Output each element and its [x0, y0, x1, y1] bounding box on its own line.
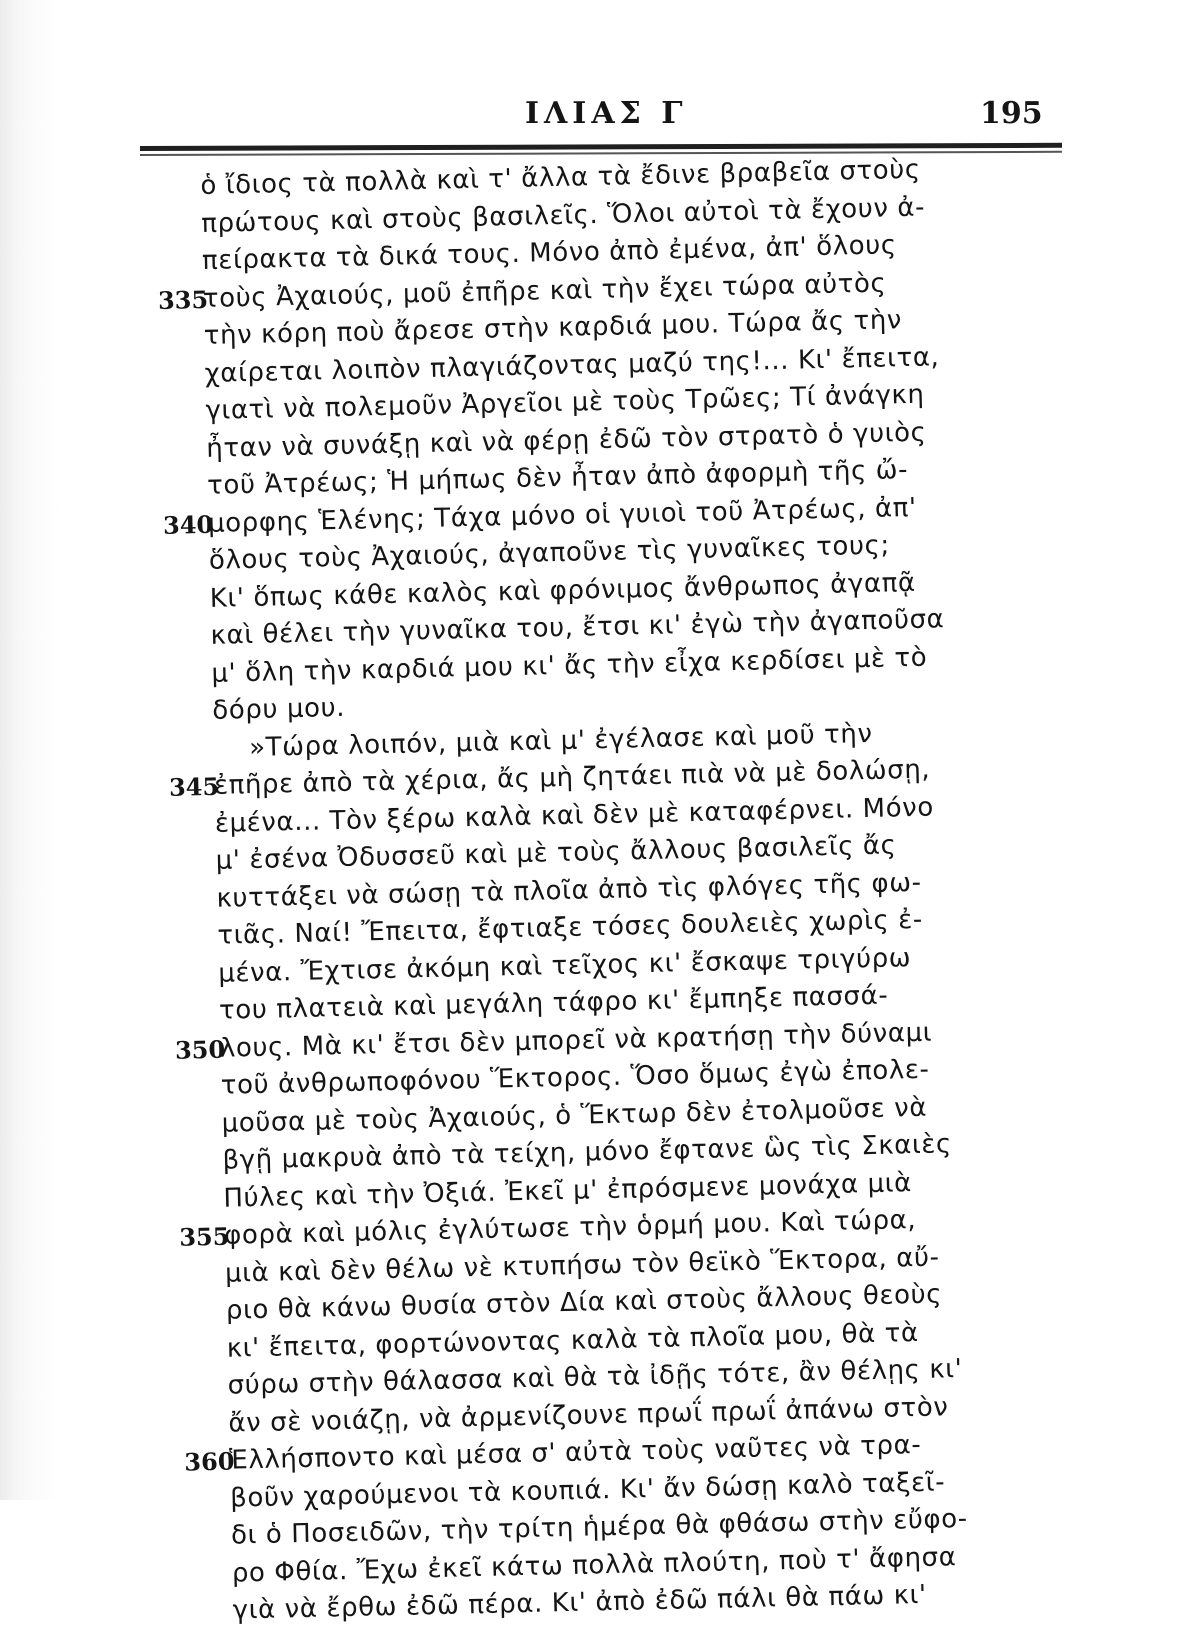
line-text: Ἑλλήσποντο καὶ μέσα σ' αὐτὰ τοὺς ναῦτες νὰ τρα- — [228, 1429, 922, 1476]
line-text: βγῇ μακρυὰ ἀπὸ τὰ τείχη, μόνο ἔφτανε ὣς τὶς Σκαιὲς — [222, 1129, 953, 1176]
verse-number: 340 — [162, 509, 214, 540]
line-text: μ' ἐσένα Ὀδυσσεῦ καὶ μὲ τοὺς ἄλλους βασιλεῖς ἄς — [215, 830, 897, 876]
line-text: ὁ ἴδιος τὰ πολλὰ καὶ τ' ἄλλα τὰ ἔδινε βραβεῖα στοὺς — [200, 154, 922, 201]
body-text — [157, 148, 1133, 1631]
line-text: χαίρεται λοιπὸν πλαγιάζοντας μαζύ της!... Κι' ἔπειτα, — [204, 341, 940, 389]
line-text: βοῦν χαρούμενοι τὰ κουπιά. Κι' ἄν δώσῃ καλὸ ταξεῖ- — [229, 1466, 946, 1514]
verse-number: 355 — [178, 1221, 230, 1252]
page-number: 195 — [980, 96, 1043, 131]
line-text: καὶ θέλει τὴν γυναῖκα του, ἔτσι κι' ἐγὼ τὴν ἀγαποῦσα — [210, 604, 945, 651]
line-text: »Τώρα λοιπόν, μιὰ καὶ μ' ἐγέλασε καὶ μοῦ τὴν — [248, 718, 873, 763]
line-text: γιὰ νὰ ἔρθω ἐδῶ πέρα. Κι' ἀπὸ ἐδῶ πάλι θὰ πάω κι' — [232, 1579, 928, 1626]
line-text: τὴν κόρη ποὺ ἄρεσε στὴν καρδιά μου. Τώρα ἄς τὴν — [203, 305, 903, 351]
line-text: ρο Φθία. Ἔχω ἐκεῖ κάτω πολλὰ πλούτη, ποὺ τ' ἄφησα — [231, 1541, 957, 1589]
line-text: φορὰ καὶ μόλις ἐγλύτωσε τὴν ὁρμή μου. Καὶ τώρα, — [223, 1205, 917, 1251]
line-text: ἐμένα... Τὸν ξέρω καλὰ καὶ δὲν μὲ καταφέρνει. Μόνο — [214, 792, 935, 839]
line-text: κι' ἔπειτα, φορτώνοντας καλὰ τὰ πλοῖα μου, θὰ τὰ — [226, 1317, 920, 1364]
line-text: Πύλες καὶ τὴν Ὀξιά. Ἐκεῖ μ' ἐπρόσμενε μονάχα μιὰ — [223, 1167, 913, 1214]
line-text: λους. Μὰ κι' ἔτσι δὲν μπορεῖ νὰ κρατήσῃ τὴν δύναμι — [219, 1017, 933, 1064]
line-text: μένα. Ἔχτισε ἀκόμη καὶ τεῖχος κι' ἔσκαψε τριγύρω — [217, 942, 912, 989]
line-text: τοῦ Ἀτρέως; Ἡ μήπως δὲν ἦταν ἀπὸ ἀφορμὴ τῆς ὤ- — [206, 455, 909, 501]
line-text: δι ὁ Ποσειδῶν, τὴν τρίτη ἡμέρα θὰ φθάσω στὴν εὔφο- — [230, 1503, 969, 1551]
line-text: πείρακτα τὰ δικά τους. Μόνο ἀπὸ ἐμένα, ἀπ' ὅλους — [201, 230, 898, 276]
line-text: πρώτους καὶ στοὺς βασιλεῖς. Ὅλοι αὐτοὶ τὰ ἔχουν ἀ- — [200, 192, 926, 239]
line-text: μορφης Ἑλένης; Τάχα μόνο οἱ γυιοὶ τοῦ Ἀτρέως, ἀπ' — [207, 492, 918, 539]
line-text: γιατὶ νὰ πολεμοῦν Ἀργεῖοι μὲ τοὺς Τρῶες; Τί ἀνάγκη — [205, 379, 925, 426]
line-text: μ' ὅλη τὴν καρδιά μου κι' ἄς τὴν εἶχα κερδίσει μὲ τὸ — [211, 642, 928, 689]
header-rule — [140, 143, 1062, 151]
line-text: κυττάξει νὰ σώσῃ τὰ πλοῖα ἀπὸ τὶς φλόγες τῆς φω- — [216, 867, 922, 914]
line-text: ἦταν νὰ συνάξῃ καὶ νὰ φέρῃ ἐδῶ τὸν στρατὸ ὁ γυιὸς — [206, 417, 927, 464]
running-head-title: ΙΛΙΑΣ Γ — [525, 96, 688, 131]
line-text: ὅλους τοὺς Ἀχαιούς, ἀγαποῦνε τὶς γυναῖκες τους; — [208, 530, 891, 576]
line-text: τοῦ ἀνθρωποφόνου Ἕκτορος. Ὅσο ὅμως ἐγὼ ἐπολε- — [220, 1054, 930, 1101]
line-text: ἐπῆρε ἀπὸ τὰ χέρια, ἄς μὴ ζητάει πιὰ νὰ μὲ δολώσῃ, — [213, 754, 931, 801]
line-text: τοὺς Ἀχαιούς, μοῦ ἐπῆρε καὶ τὴν ἔχει τώρα αὐτὸς — [202, 267, 887, 314]
line-text: μιὰ καὶ δὲν θέλω νὲ κτυπήσω τὸν θεϊκὸ Ἕκτορα, αὔ- — [224, 1242, 940, 1289]
verse-number: 335 — [157, 284, 209, 315]
line-text: σύρω στὴν θάλασσα καὶ θὰ τὰ ἰδῇς τότε, ἂν θέλῃς κι' — [227, 1354, 963, 1401]
line-text: ριο θὰ κάνω θυσία στὸν Δία καὶ στοὺς ἄλλους θεοὺς — [225, 1279, 943, 1326]
line-text: του πλατειὰ καὶ μεγάλη τάφρο κι' ἔμπηξε πασσά- — [218, 980, 889, 1026]
verse-number: 350 — [174, 1034, 226, 1065]
line-text: δόρυ μου. — [211, 692, 346, 726]
verse-number: 360 — [184, 1446, 235, 1477]
line-text: Κι' ὅπως κάθε καλὸς καὶ φρόνιμος ἄνθρωπος ἀγαπᾷ — [209, 567, 916, 614]
line-text: ἄν σὲ νοιάζῃ, νὰ ἀρμενίζουνε πρωΐ πρωΐ ἀπάνω στὸν — [228, 1391, 949, 1439]
line-text: μοῦσα μὲ τοὺς Ἀχαιούς, ὁ Ἕκτωρ δὲν ἐτολμοῦσε νὰ — [221, 1092, 928, 1139]
verse-number: 345 — [168, 771, 220, 802]
line-text: τιᾶς. Ναί! Ἔπειτα, ἔφτιαξε τόσες δουλειὲς χωρὶς ἐ- — [217, 904, 924, 951]
